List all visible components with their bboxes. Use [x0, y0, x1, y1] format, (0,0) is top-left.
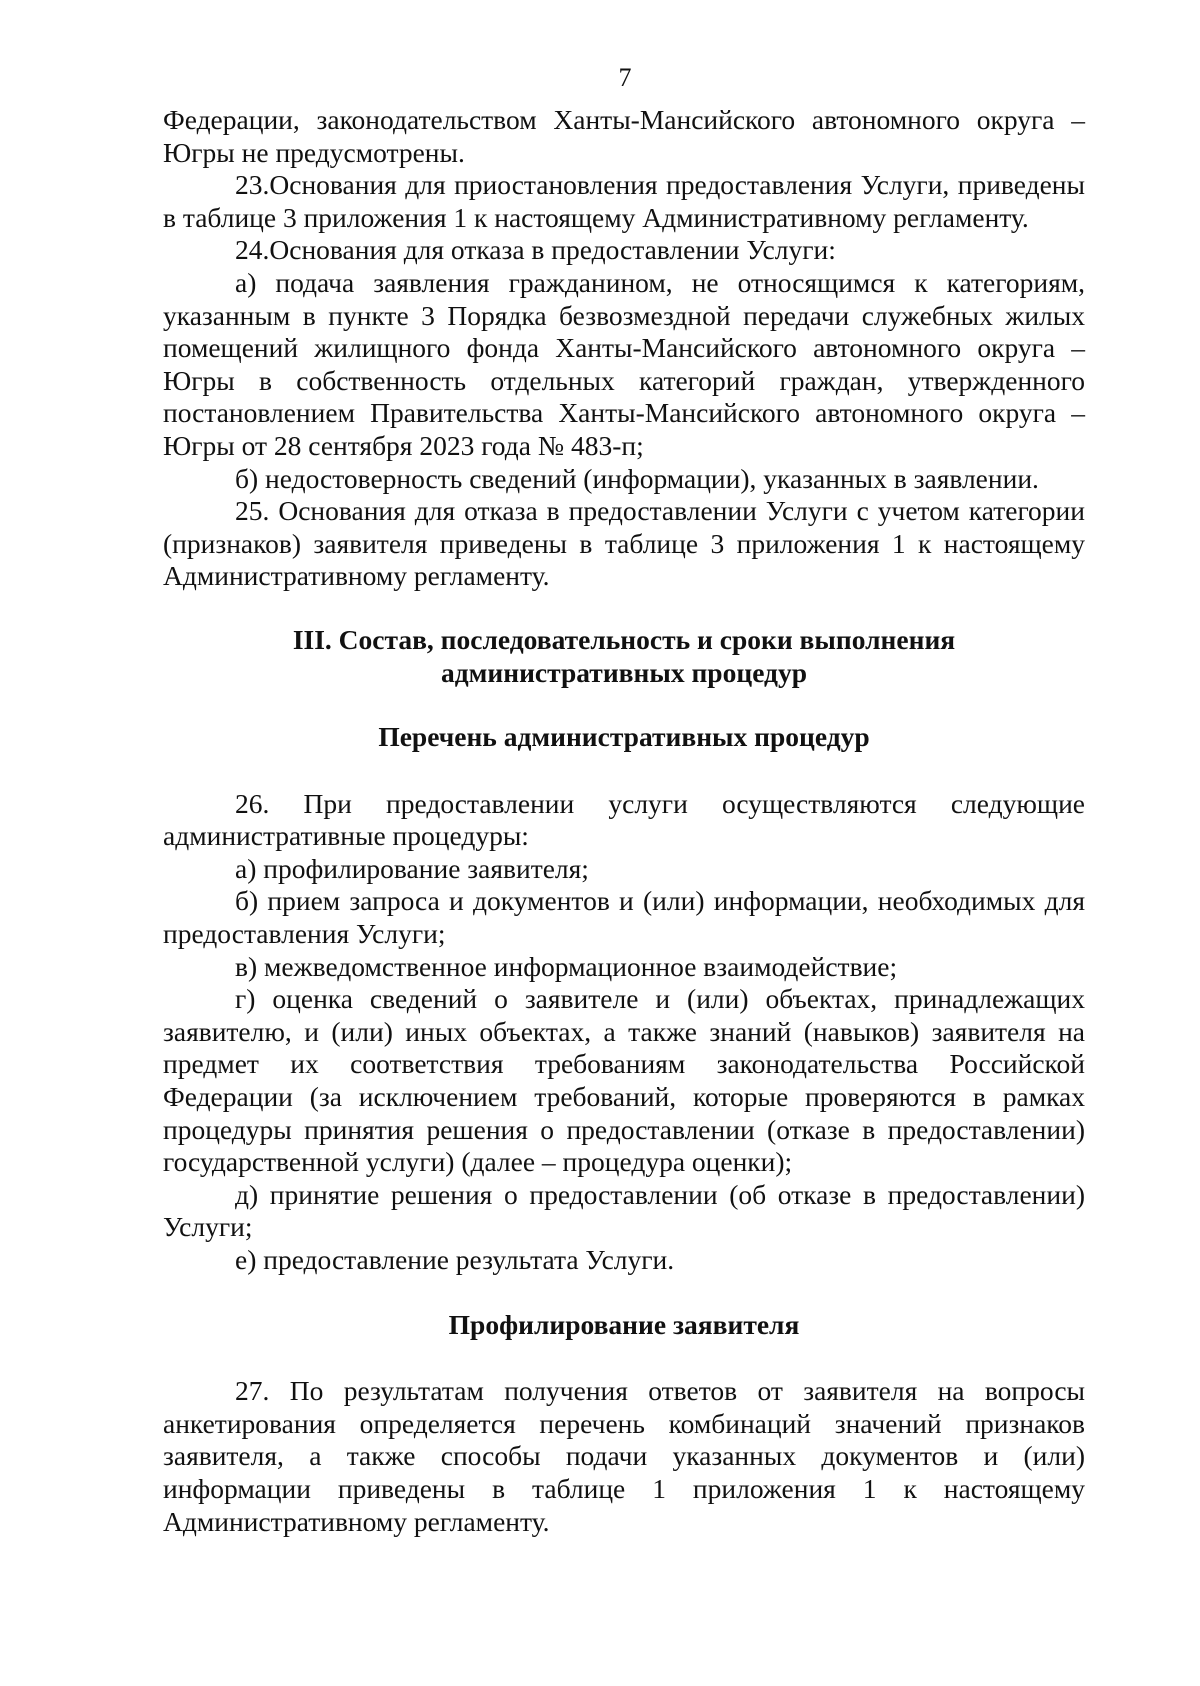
paragraph-26: 26. При предоставлении услуги осуществляются следующие административные процедуры: — [163, 787, 1085, 852]
paragraph-27: 27. По результатам получения ответов от заявителя на вопросы анкетирования определяется перечень комбинаций значений признаков заявителя, а также способы подачи указанных документов и (или) информации приведены в таблице 1 приложения 1 к настоящему Административному регламенту. — [163, 1375, 1085, 1537]
paragraph-25: 25. Основания для отказа в предоставлении Услуги с учетом категории (признаков) заявителя приведены в таблице 3 приложения 1 к настоящему Административному регламенту. — [163, 495, 1085, 592]
paragraph-26-v: в) межведомственное информационное взаимодействие; — [235, 950, 898, 982]
paragraph-26-a: а) профилирование заявителя; — [235, 852, 589, 884]
section-3-heading-line-1: III. Состав, последовательность и сроки выполнения — [292, 623, 956, 655]
paragraph-24-b: б) недостоверность сведений (информации), указанных в заявлении. — [235, 462, 1039, 494]
paragraph-continuation: Федерации, законодательством Ханты-Мансийского автономного округа – Югры не предусмотрены. — [163, 104, 1085, 168]
paragraph-26-g: г) оценка сведений о заявителе и (или) объектах, принадлежащих заявителю, и (или) иных объектах, а также знаний (навыков) заявителя на предмет их соответствия требованиям законодательства Российской Федерации (за исключением требований, которые проверяются в рамках процедуры принятия решения о предоставлении (отказе в предоставлении) государственной услуги) (далее – процедура оценки); — [163, 983, 1085, 1178]
paragraph-24-a: а) подача заявления гражданином, не относящимся к категориям, указанным в пункте 3 Порядка безвозмездной передачи служебных жилых помещений жилищного фонда Ханты-Мансийского автономного округа – Югры в собственность отдельных категорий граждан, утвержденного постановлением Правительства Ханты-Мансийского автономного округа – Югры от 28 сентября 2023 года № 483-п; — [163, 266, 1085, 461]
paragraph-26-d: д) принятие решения о предоставлении (об отказе в предоставлении) Услуги; — [163, 1178, 1085, 1243]
spacer — [163, 689, 1085, 721]
spacer — [163, 1277, 1085, 1309]
page-number: 7 — [618, 63, 632, 92]
spacer — [163, 593, 1085, 624]
paragraph-26-b: б) прием запроса и документов и (или) информации, необходимых для предоставления Услуги; — [163, 885, 1085, 950]
procedures-list-heading: Перечень административных процедур — [378, 721, 870, 753]
spacer — [163, 1341, 1085, 1375]
document-body — [163, 104, 1085, 1538]
spacer — [163, 754, 1085, 788]
paragraph-26-e: е) предоставление результата Услуги. — [235, 1244, 675, 1275]
profiling-heading: Профилирование заявителя — [448, 1308, 800, 1340]
section-3-heading-line-2: административных процедур — [441, 656, 807, 688]
paragraph-24: 24.Основания для отказа в предоставлении Услуги: — [235, 234, 836, 266]
paragraph-23: 23.Основания для приостановления предоставления Услуги, приведены в таблице 3 приложения 1 к настоящему Административному регламенту. — [163, 169, 1085, 233]
